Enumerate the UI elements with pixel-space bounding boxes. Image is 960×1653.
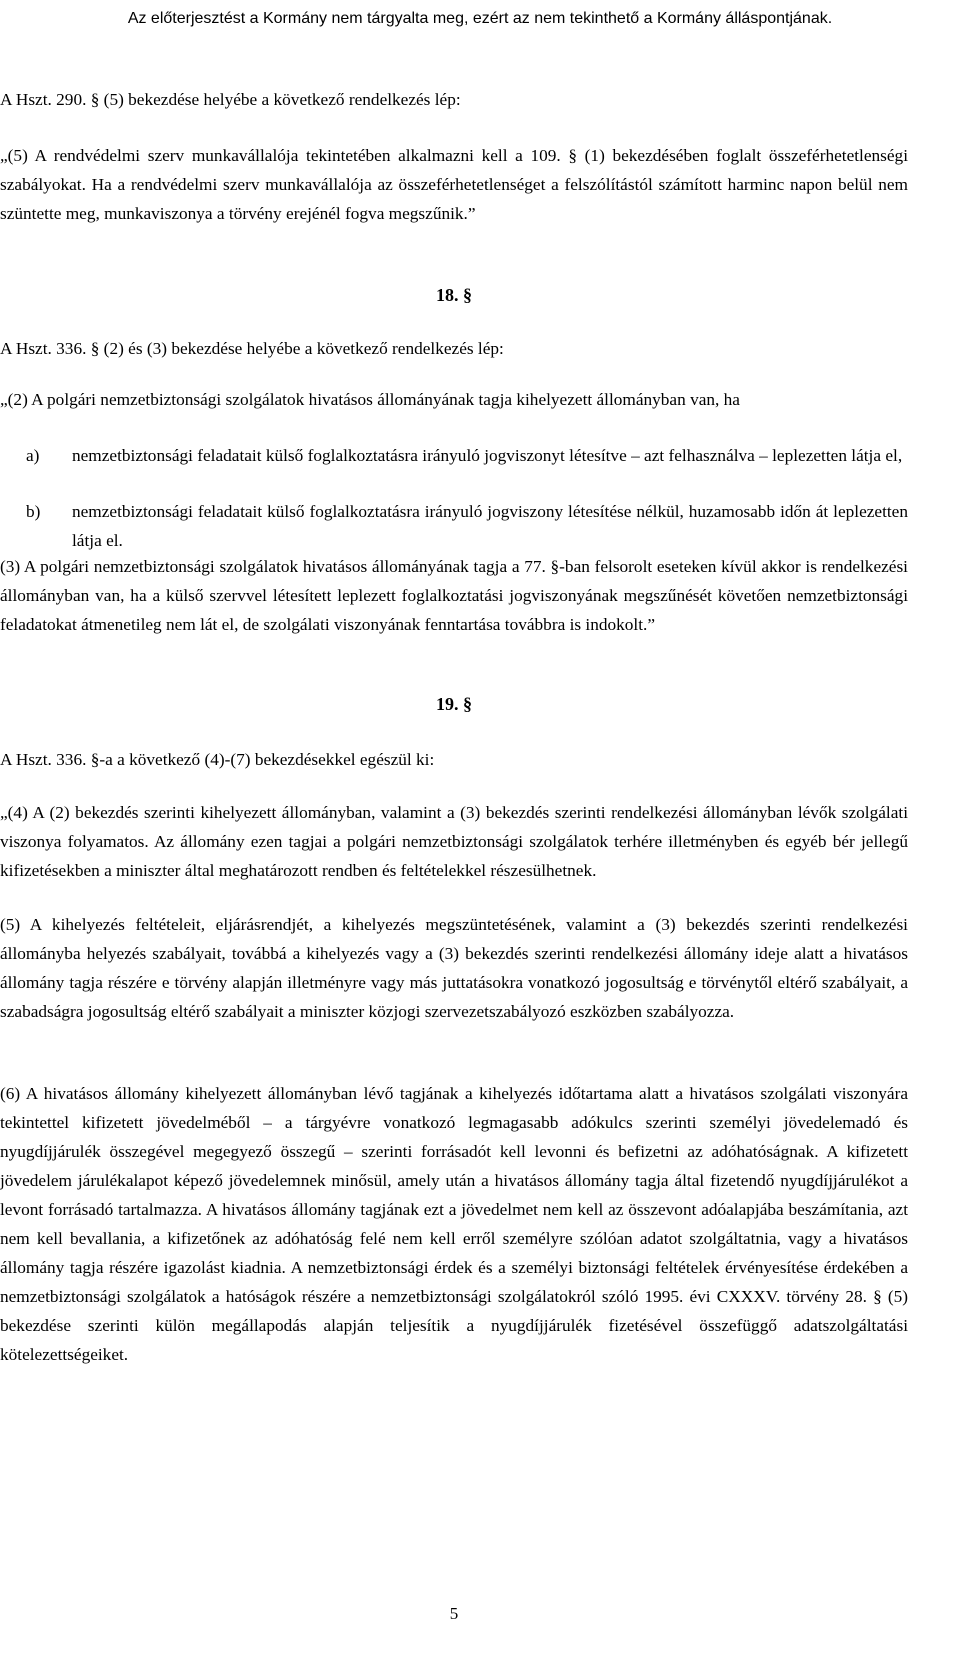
list-item-label: a) — [26, 446, 40, 465]
paragraph-336-6: (6) A hivatásos állomány kihelyezett állományban lévő tagjának a kihelyezés időtartama alatt a hivatásos szolgálati viszonyára tekintettel kifizetett jövedelméből – a tárgyévre vonatkozó legmagasabb adókulcs szerinti személyi jövedelemadó és nyugdíjjárulék összegével megegyező összegű – szerinti forrásadót kell levonni és befizetni az adóhatóságnak. A kifizetett jövedelem járulékalapot képező jövedelemnek minősül, amely után a hivatásos állomány tagja által fizetendő nyugdíjjárulékot a levont forrásadó tartalmazza. A hivatásos állomány tagjának ezt a jövedelmet nem kell az összevont adóalapjába beszámítania, azt nem kell bevallania, a kifizetőnek az adóhatóság felé nem kell erről személyre szólóan adatot szolgáltatnia, vagy a hivatásos állomány tagja részére igazolást kiadnia. A nemzetbiztonsági érdek és a személyi biztonsági feltételek érvényesítése érdekében a nemzetbiztonsági szolgálatok a hatóságok részére a nemzetbiztonsági szolgálatokról szóló 1995. évi CXXXV. törvény 28. § (5) bekezdése szerinti külön megállapodás alapján teljesítik a nyugdíjjárulék fizetésével összefüggő adatszolgáltatási kötelezettségeiket. — [0, 1084, 908, 1364]
paragraph-336-ext-intro: A Hszt. 336. §-a a következő (4)-(7) bekezdésekkel egészül ki: — [0, 750, 435, 769]
paragraph-336-2: „(2) A polgári nemzetbiztonsági szolgálatok hivatásos állományának tagja kihelyezett állományban van, ha — [0, 390, 740, 409]
list-item-b — [26, 497, 908, 555]
section-19-heading: 19. § — [436, 694, 472, 714]
paragraph-290-5: „(5) A rendvédelmi szerv munkavállalója tekintetében alkalmazni kell a 109. § (1) bekezdésében foglalt összeférhetetlenségi szabályokat. Ha a rendvédelmi szerv munkavállalója az összeférhetetlenséget a felszólítástól számított harminc napon belül nem szüntette meg, munkaviszonya a törvény erejénél fogva megszűnik.” — [0, 146, 908, 223]
paragraph-336-3: (3) A polgári nemzetbiztonsági szolgálatok hivatásos állományának tagja a 77. §-ban felsorolt eseteken kívül akkor is rendelkezési állományban van, ha a külső szervvel létesített leplezett foglalkoztatási jogviszonyának megszűnését követően nemzetbiztonsági feladatokat átmenetileg nem lát el, de szolgálati viszonyának fenntartása továbbra is indokolt.” — [0, 557, 908, 634]
page-number: 5 — [449, 1604, 459, 1623]
paragraph-336-4: „(4) A (2) bekezdés szerinti kihelyezett állományban, valamint a (3) bekezdés szerinti rendelkezési állományban lévők szolgálati viszonya folyamatos. Az állomány ezen tagjai a polgári nemzetbiztonsági szolgálatok terhére illetményben és egyéb bér jellegű kifizetésekben a miniszter által meghatározott rendben és feltételekkel részesülhetnek. — [0, 803, 908, 880]
section-18-heading: 18. § — [436, 285, 472, 305]
paragraph-290-intro: A Hszt. 290. § (5) bekezdése helyébe a következő rendelkezés lép: — [0, 90, 461, 109]
list-item-text: nemzetbiztonsági feladatait külső foglalkoztatásra irányuló jogviszony létesítése nélkül, huzamosabb időn át leplezetten látja el. — [72, 502, 908, 550]
paragraph-336-5: (5) A kihelyezés feltételeit, eljárásrendjét, a kihelyezés megszüntetésének, valamint a (3) bekezdés szerinti rendelkezési állományba helyezés szabályait, továbbá a kihelyezés vagy a (3) bekezdés szerinti rendelkezési állomány ideje alatt a hivatásos állomány tagja részére e törvény alapján illetményre vagy más juttatásokra vonatkozó jogosultság e törvénytől eltérő szabályait, a szabadságra jogosultság eltérő szabályait a miniszter közjogi szervezetszabályozó eszközben szabályozza. — [0, 915, 908, 1021]
paragraph-336-intro: A Hszt. 336. § (2) és (3) bekezdése helyébe a következő rendelkezés lép: — [0, 339, 504, 358]
page-header-notice: Az előterjesztést a Kormány nem tárgyalta meg, ezért az nem tekinthető a Kormány álláspontjának. — [127, 10, 833, 27]
list-item-label: b) — [26, 502, 41, 521]
list-item-a — [26, 441, 908, 470]
list-item-text: nemzetbiztonsági feladatait külső foglalkoztatásra irányuló jogviszonyt létesítve – azt felhasználva – leplezetten látja el, — [72, 446, 903, 465]
